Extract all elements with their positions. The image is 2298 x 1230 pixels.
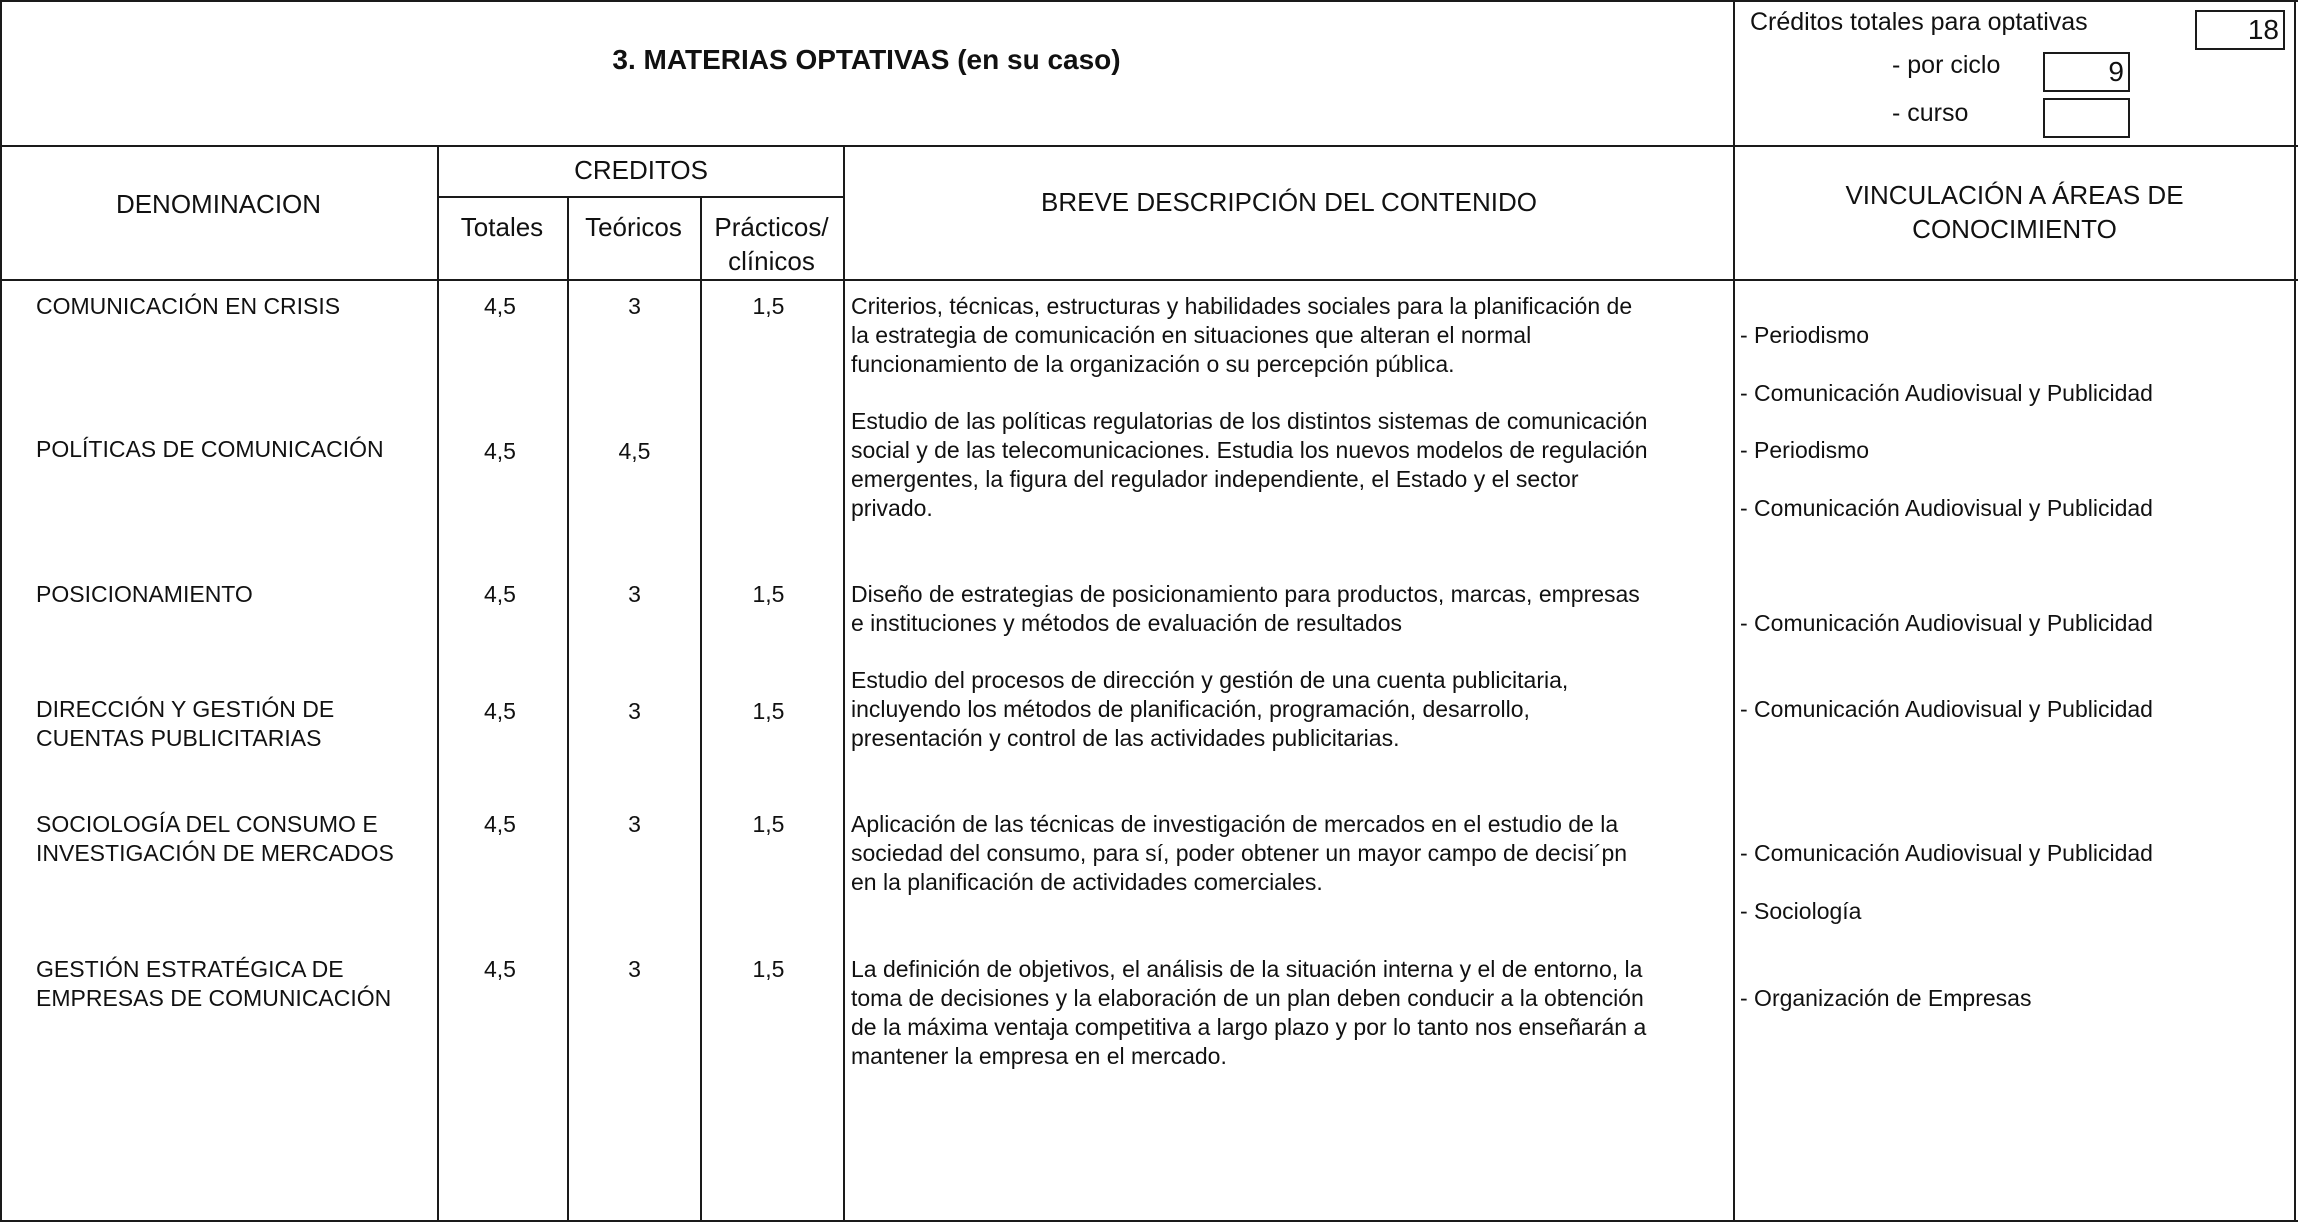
row-areas <box>1740 955 2260 1042</box>
top-border <box>0 0 2298 2</box>
curso-field[interactable] <box>2043 98 2130 138</box>
row-totales: 4,5 <box>484 293 516 319</box>
column-header-bottom-border <box>0 279 2298 281</box>
row-totales: 4,5 <box>484 811 516 837</box>
bottom-border <box>0 1220 2298 1222</box>
row-practicos: 1,5 <box>752 811 785 837</box>
row-teoricos: 3 <box>628 698 641 724</box>
row-descripcion: Diseño de estrategias de posicionamiento para productos, marcas, empresas e instituciones y métodos de evaluación de resultados <box>851 581 1640 636</box>
row-practicos: 1,5 <box>752 581 785 607</box>
creditos-right-divider <box>843 145 845 1222</box>
area-item: - Comunicación Audiovisual y Publicidad <box>1740 610 2153 636</box>
column-descripcion: BREVE DESCRIPCIÓN DEL CONTENIDO <box>1040 187 1537 217</box>
column-practicos: Prácticos/ clínicos <box>714 212 829 276</box>
row-areas <box>1740 407 2260 552</box>
page-title: 3. MATERIAS OPTATIVAS (en su caso) <box>612 44 1121 75</box>
row-practicos: 1,5 <box>752 956 785 982</box>
row-teoricos: 3 <box>628 956 641 982</box>
row-descripcion: Estudio de las políticas regulatorias de los distintos sistemas de comunicación social y de las telecomunicaciones. Estudia los nuevos modelos de regulación emergentes, la figura del regulador independiente, el Estado y el sector privado. <box>851 408 1648 521</box>
por-ciclo-field[interactable]: 9 <box>2043 52 2130 92</box>
area-item: - Comunicación Audiovisual y Publicidad <box>1740 696 2153 722</box>
right-border <box>2294 0 2296 1222</box>
totales-divider <box>567 196 569 1222</box>
row-areas <box>1740 810 2260 955</box>
row-totales: 4,5 <box>484 698 516 724</box>
area-item: - Comunicación Audiovisual y Publicidad <box>1740 840 2153 866</box>
denominacion-divider <box>437 145 439 1222</box>
row-teoricos: 3 <box>628 293 641 319</box>
row-name: POSICIONAMIENTO <box>36 581 253 607</box>
por-ciclo-label: - por ciclo <box>1892 51 2001 79</box>
row-descripcion: Criterios, técnicas, estructuras y habilidades sociales para la planificación de la estrategia de comunicación en situaciones que alteran el normal funcionamiento de la organización o su percepción pública. <box>851 293 1633 377</box>
area-item: - Comunicación Audiovisual y Publicidad <box>1740 380 2153 406</box>
left-border <box>0 0 2 1222</box>
row-name: SOCIOLOGÍA DEL CONSUMO E INVESTIGACIÓN DE MERCADOS <box>36 811 394 866</box>
area-item: - Periodismo <box>1740 322 1870 348</box>
row-teoricos: 3 <box>628 581 641 607</box>
area-item: - Organización de Empresas <box>1740 985 2032 1011</box>
row-descripcion: Aplicación de las técnicas de investigación de mercados en el estudio de la sociedad del consumo, para sí, poder obtener un mayor campo de decisi´pn en la planificación de actividades comerciales. <box>851 811 1628 895</box>
column-denominacion: DENOMINACION <box>115 189 322 219</box>
area-item: - Comunicación Audiovisual y Publicidad <box>1740 495 2153 521</box>
area-item: - Periodismo <box>1740 437 1870 463</box>
teoricos-divider <box>700 196 702 1222</box>
row-name: POLÍTICAS DE COMUNICACIÓN <box>36 436 384 462</box>
curso-label: - curso <box>1892 99 1969 127</box>
row-name: DIRECCIÓN Y GESTIÓN DE CUENTAS PUBLICITARIAS <box>36 696 335 751</box>
row-totales: 4,5 <box>484 956 516 982</box>
row-teoricos: 4,5 <box>618 438 651 464</box>
header-bottom-border <box>0 145 2298 147</box>
creditos-totales-label: Créditos totales para optativas <box>1750 8 2088 36</box>
creditos-totales-field[interactable]: 18 <box>2195 10 2285 50</box>
row-descripcion: La definición de objetivos, el análisis de la situación interna y el de entorno, la toma de decisiones y la elaboración de un plan deben conducir a la obtención de la máxima ventaja competitiva a largo plazo y por lo tanto nos enseñarán a mantener la empresa en el mercado. <box>851 956 1647 1069</box>
row-practicos: 1,5 <box>752 698 785 724</box>
row-totales: 4,5 <box>484 581 516 607</box>
row-name: GESTIÓN ESTRATÉGICA DE EMPRESAS DE COMUNICACIÓN <box>36 956 392 1011</box>
row-areas <box>1740 666 2260 753</box>
row-totales: 4,5 <box>484 438 516 464</box>
column-creditos: CREDITOS <box>574 155 708 185</box>
row-teoricos: 3 <box>628 811 641 837</box>
row-practicos: 1,5 <box>752 293 785 319</box>
creditos-divider <box>437 196 845 198</box>
row-descripcion: Estudio del procesos de dirección y gestión de una cuenta publicitaria, incluyendo los métodos de planificación, programación, desarrollo, presentación y control de las actividades publicitarias. <box>851 667 1569 751</box>
column-teoricos: Teóricos <box>585 212 682 242</box>
row-name: COMUNICACIÓN EN CRISIS <box>36 293 341 319</box>
area-item: - Sociología <box>1740 898 1862 924</box>
column-totales: Totales <box>460 212 544 242</box>
row-areas <box>1740 580 2260 667</box>
column-vinculacion: VINCULACIÓN A ÁREAS DE CONOCIMIENTO <box>1845 180 2184 244</box>
